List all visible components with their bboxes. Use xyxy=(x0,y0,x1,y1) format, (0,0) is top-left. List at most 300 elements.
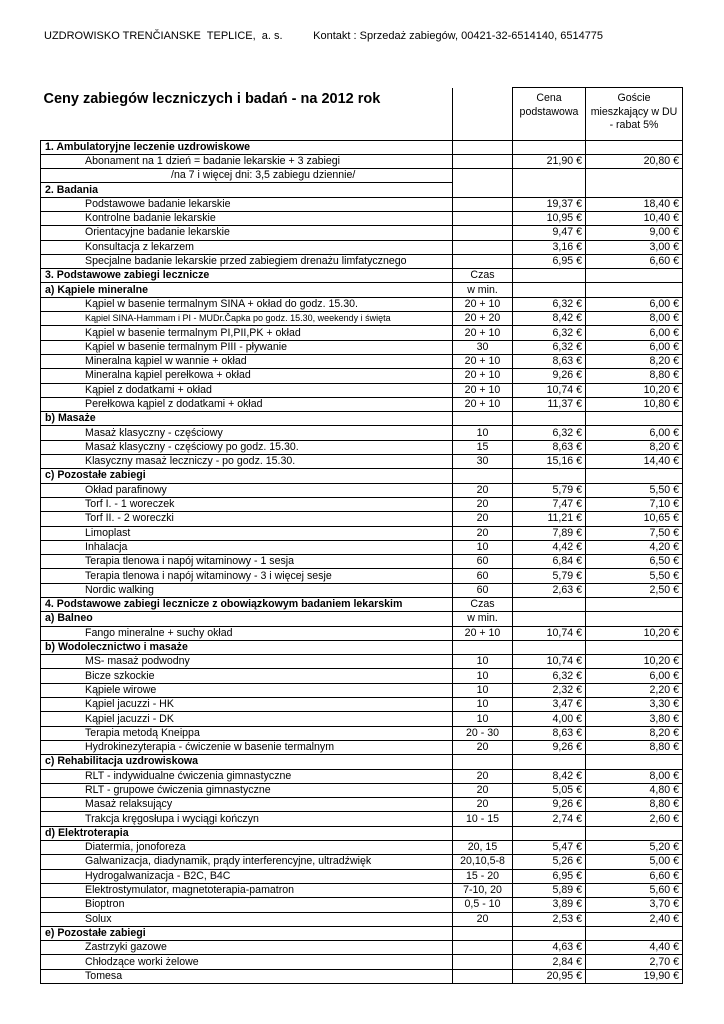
table-row xyxy=(41,883,683,897)
table-row xyxy=(41,197,683,211)
row-base-price: 9,26 € xyxy=(513,798,586,812)
table-row xyxy=(41,655,683,669)
row-guest-price: 6,50 € xyxy=(586,555,683,569)
table-row xyxy=(41,769,683,783)
row-guest-price: 3,30 € xyxy=(586,698,683,712)
row-guest-price: 3,00 € xyxy=(586,240,683,254)
row-label: Orientacyjne badanie lekarskie xyxy=(41,226,453,240)
row-label: a) Kąpiele mineralne xyxy=(41,283,453,297)
row-base-price: 11,21 € xyxy=(513,512,586,526)
row-label: a) Balneo xyxy=(41,612,453,626)
row-base-price xyxy=(513,926,586,940)
row-base-price xyxy=(513,183,586,197)
row-label: Galwanizacja, diadynamik, prądy interferencyjne, ultradźwięk xyxy=(41,855,453,869)
row-base-price xyxy=(513,140,586,154)
row-label: Hydrokinezyterapia - ćwiczenie w basenie termalnym xyxy=(41,740,453,754)
row-label: Klasyczny masaż leczniczy - po godz. 15.30. xyxy=(41,455,453,469)
row-base-price xyxy=(513,640,586,654)
table-row xyxy=(41,383,683,397)
row-base-price: 10,95 € xyxy=(513,211,586,225)
row-base-price: 2,63 € xyxy=(513,583,586,597)
row-base-price: 5,26 € xyxy=(513,855,586,869)
row-base-price: 7,89 € xyxy=(513,526,586,540)
row-time: 20 + 10 xyxy=(453,397,513,411)
row-label: Mineralna kąpiel perełkowa + okład xyxy=(41,369,453,383)
row-base-price: 20,95 € xyxy=(513,969,586,983)
row-time: 10 xyxy=(453,426,513,440)
row-guest-price xyxy=(586,140,683,154)
row-label: Podstawowe badanie lekarskie xyxy=(41,197,453,211)
row-label: MS- masaż podwodny xyxy=(41,655,453,669)
table-row xyxy=(41,540,683,554)
row-label: Solux xyxy=(41,912,453,926)
row-time: Czas xyxy=(453,598,513,612)
row-guest-price: 10,40 € xyxy=(586,211,683,225)
table-row xyxy=(41,798,683,812)
row-time: 10 xyxy=(453,712,513,726)
row-base-price: 6,32 € xyxy=(513,426,586,440)
row-base-price: 5,89 € xyxy=(513,883,586,897)
section-row xyxy=(41,612,683,626)
row-guest-price: 8,80 € xyxy=(586,798,683,812)
row-label: Kąpiel jacuzzi - HK xyxy=(41,698,453,712)
row-base-price: 10,74 € xyxy=(513,655,586,669)
row-base-price: 6,84 € xyxy=(513,555,586,569)
row-base-price xyxy=(513,469,586,483)
row-time xyxy=(453,240,513,254)
company-name: UZDROWISKO TRENČIANSKE TEPLICE, a. s. xyxy=(44,30,283,42)
row-time: 20,10,5-8 xyxy=(453,855,513,869)
row-guest-price: 4,40 € xyxy=(586,941,683,955)
row-guest-price: 8,20 € xyxy=(586,354,683,368)
row-guest-price: 5,50 € xyxy=(586,569,683,583)
row-label: 4. Podstawowe zabiegi lecznicze z obowiązkowym badaniem lekarskim xyxy=(41,598,453,612)
row-base-price: 11,37 € xyxy=(513,397,586,411)
row-time: 10 xyxy=(453,655,513,669)
table-row xyxy=(41,555,683,569)
table-row xyxy=(41,211,683,225)
table-row xyxy=(41,855,683,869)
row-base-price: 3,16 € xyxy=(513,240,586,254)
table-row xyxy=(41,626,683,640)
row-guest-price xyxy=(586,469,683,483)
row-guest-price: 19,90 € xyxy=(586,969,683,983)
row-time xyxy=(453,755,513,769)
row-time: 30 xyxy=(453,340,513,354)
row-time: 20 + 20 xyxy=(453,312,513,326)
row-base-price xyxy=(513,598,586,612)
table-row xyxy=(41,698,683,712)
row-base-price: 10,74 € xyxy=(513,383,586,397)
row-guest-price: 10,80 € xyxy=(586,397,683,411)
row-base-price: 2,84 € xyxy=(513,955,586,969)
table-row xyxy=(41,240,683,254)
row-base-price: 21,90 € xyxy=(513,154,586,168)
row-guest-price: 20,80 € xyxy=(586,154,683,168)
row-base-price: 6,32 € xyxy=(513,297,586,311)
row-guest-price: 8,20 € xyxy=(586,440,683,454)
row-time: 60 xyxy=(453,569,513,583)
row-guest-price xyxy=(586,283,683,297)
title-cell xyxy=(41,88,453,141)
row-time: 10 - 15 xyxy=(453,812,513,826)
row-guest-price xyxy=(586,612,683,626)
row-guest-price: 7,50 € xyxy=(586,526,683,540)
base-price-header: Cena podstawowa xyxy=(513,88,586,141)
table-row xyxy=(41,955,683,969)
row-time xyxy=(453,469,513,483)
row-label: Hydrogalwanizacja - B2C, B4C xyxy=(41,869,453,883)
row-guest-price: 2,70 € xyxy=(586,955,683,969)
section-row xyxy=(41,283,683,297)
row-label: Kontrolne badanie lekarskie xyxy=(41,211,453,225)
table-row xyxy=(41,669,683,683)
row-base-price: 4,42 € xyxy=(513,540,586,554)
row-time xyxy=(453,955,513,969)
row-guest-price: 10,20 € xyxy=(586,655,683,669)
table-row xyxy=(41,683,683,697)
row-time: 10 xyxy=(453,540,513,554)
row-base-price: 6,95 € xyxy=(513,254,586,268)
row-label: Elektrostymulator, magnetoterapia-pamatron xyxy=(41,883,453,897)
section-row xyxy=(41,640,683,654)
row-base-price: 8,63 € xyxy=(513,354,586,368)
row-base-price: 5,79 € xyxy=(513,483,586,497)
row-base-price xyxy=(513,269,586,283)
row-guest-price: 3,80 € xyxy=(586,712,683,726)
row-label: Fango mineralne + suchy okład xyxy=(41,626,453,640)
row-base-price: 8,42 € xyxy=(513,769,586,783)
row-guest-price xyxy=(586,826,683,840)
row-time: 20 xyxy=(453,526,513,540)
row-time: 20 xyxy=(453,740,513,754)
row-time: 20 + 10 xyxy=(453,369,513,383)
row-guest-price: 10,20 € xyxy=(586,626,683,640)
row-base-price: 4,63 € xyxy=(513,941,586,955)
row-time: w min. xyxy=(453,283,513,297)
table-row xyxy=(41,783,683,797)
row-base-price: 5,47 € xyxy=(513,841,586,855)
row-guest-price: 7,10 € xyxy=(586,497,683,511)
row-label: Chłodzące worki żelowe xyxy=(41,955,453,969)
row-label: Kąpiel w basenie termalnym PIII - pływanie xyxy=(41,340,453,354)
row-label: 3. Podstawowe zabiegi lecznicze xyxy=(41,269,453,283)
table-row xyxy=(41,969,683,983)
row-label: Bicze szkockie xyxy=(41,669,453,683)
row-label: Torf I. - 1 woreczek xyxy=(41,497,453,511)
row-guest-price: 18,40 € xyxy=(586,197,683,211)
table-row xyxy=(41,354,683,368)
table-row xyxy=(41,912,683,926)
row-label: Nordic walking xyxy=(41,583,453,597)
row-time: 10 xyxy=(453,683,513,697)
row-base-price: 8,63 € xyxy=(513,440,586,454)
row-time xyxy=(453,254,513,268)
row-time: 20 xyxy=(453,798,513,812)
row-label: Inhalacja xyxy=(41,540,453,554)
row-time: 0,5 - 10 xyxy=(453,898,513,912)
row-time: 20 + 10 xyxy=(453,326,513,340)
row-base-price xyxy=(513,412,586,426)
table-row xyxy=(41,740,683,754)
row-time xyxy=(453,197,513,211)
row-guest-price: 6,00 € xyxy=(586,297,683,311)
row-label: Abonament na 1 dzień = badanie lekarskie + 3 zabiegi xyxy=(41,154,453,168)
row-base-price xyxy=(513,755,586,769)
row-time: 20 - 30 xyxy=(453,726,513,740)
table-row xyxy=(41,426,683,440)
row-time xyxy=(453,140,513,154)
row-label: /na 7 i więcej dni: 3,5 zabiegu dziennie/ xyxy=(41,169,453,183)
section-row xyxy=(41,926,683,940)
row-time: 20 xyxy=(453,512,513,526)
row-time: 60 xyxy=(453,583,513,597)
price-table xyxy=(40,87,683,984)
row-label: b) Wodolecznictwo i masaże xyxy=(41,640,453,654)
row-guest-price: 14,40 € xyxy=(586,455,683,469)
table-row xyxy=(41,312,683,326)
row-label: Perełkowa kąpiel z dodatkami + okład xyxy=(41,397,453,411)
row-label: Masaż klasyczny - częściowy po godz. 15.30. xyxy=(41,440,453,454)
row-time: 20 + 10 xyxy=(453,354,513,368)
row-base-price xyxy=(513,612,586,626)
row-guest-price: 8,20 € xyxy=(586,726,683,740)
row-label: Kąpiel jacuzzi - DK xyxy=(41,712,453,726)
row-time xyxy=(453,226,513,240)
row-time: 20 xyxy=(453,497,513,511)
row-time xyxy=(453,926,513,940)
row-label: Torf II. - 2 woreczki xyxy=(41,512,453,526)
row-guest-price xyxy=(586,755,683,769)
row-time: 20 xyxy=(453,483,513,497)
table-row xyxy=(41,326,683,340)
row-guest-price: 8,80 € xyxy=(586,740,683,754)
row-time xyxy=(453,412,513,426)
section-row xyxy=(41,826,683,840)
table-row xyxy=(41,297,683,311)
row-time xyxy=(453,154,513,168)
row-base-price: 19,37 € xyxy=(513,197,586,211)
row-guest-price: 6,60 € xyxy=(586,869,683,883)
row-base-price: 8,42 € xyxy=(513,312,586,326)
row-base-price: 7,47 € xyxy=(513,497,586,511)
table-row xyxy=(41,455,683,469)
section-row xyxy=(41,755,683,769)
row-base-price: 6,32 € xyxy=(513,340,586,354)
row-label: c) Pozostałe zabiegi xyxy=(41,469,453,483)
row-guest-price: 8,00 € xyxy=(586,769,683,783)
row-base-price: 6,32 € xyxy=(513,326,586,340)
row-guest-price: 8,00 € xyxy=(586,312,683,326)
note-row xyxy=(41,169,683,183)
row-time: 20 xyxy=(453,769,513,783)
row-time xyxy=(453,826,513,840)
row-base-price: 8,63 € xyxy=(513,726,586,740)
row-guest-price xyxy=(586,640,683,654)
row-base-price: 4,00 € xyxy=(513,712,586,726)
row-guest-price xyxy=(586,183,683,197)
table-row xyxy=(41,397,683,411)
row-time: 10 xyxy=(453,669,513,683)
row-guest-price: 10,65 € xyxy=(586,512,683,526)
row-label: RLT - indywidualne ćwiczenia gimnastyczne xyxy=(41,769,453,783)
table-row xyxy=(41,898,683,912)
row-guest-price xyxy=(586,269,683,283)
row-base-price: 2,32 € xyxy=(513,683,586,697)
row-label: Limoplast xyxy=(41,526,453,540)
row-time: 60 xyxy=(453,555,513,569)
row-guest-price: 6,00 € xyxy=(586,669,683,683)
row-guest-price xyxy=(586,412,683,426)
document-header xyxy=(44,30,603,42)
row-label: Masaż relaksujący xyxy=(41,798,453,812)
row-label: Okład parafinowy xyxy=(41,483,453,497)
row-base-price xyxy=(513,826,586,840)
table-row xyxy=(41,841,683,855)
row-label: e) Pozostałe zabiegi xyxy=(41,926,453,940)
row-time xyxy=(453,211,513,225)
row-label: Kąpiel z dodatkami + okład xyxy=(41,383,453,397)
row-guest-price: 2,40 € xyxy=(586,912,683,926)
row-guest-price: 2,50 € xyxy=(586,583,683,597)
row-time: 20 + 10 xyxy=(453,626,513,640)
row-base-price: 6,32 € xyxy=(513,669,586,683)
row-guest-price: 5,20 € xyxy=(586,841,683,855)
row-label: Zastrzyki gazowe xyxy=(41,941,453,955)
row-base-price: 9,47 € xyxy=(513,226,586,240)
table-row xyxy=(41,583,683,597)
section-row xyxy=(41,140,683,154)
table-row xyxy=(41,226,683,240)
table-row xyxy=(41,497,683,511)
table-row xyxy=(41,812,683,826)
table-row xyxy=(41,440,683,454)
table-row xyxy=(41,526,683,540)
table-row xyxy=(41,941,683,955)
table-header-row xyxy=(41,88,683,141)
row-label: c) Rehabilitacja uzdrowiskowa xyxy=(41,755,453,769)
table-row xyxy=(41,712,683,726)
row-time xyxy=(453,183,513,197)
row-guest-price: 8,80 € xyxy=(586,369,683,383)
page-title: Ceny zabiegów leczniczych i badań - na 2012 rok xyxy=(43,90,381,107)
row-time xyxy=(453,969,513,983)
row-label: Tomesa xyxy=(41,969,453,983)
row-base-price xyxy=(513,169,586,183)
section-row xyxy=(41,183,683,197)
row-time: 20 xyxy=(453,783,513,797)
row-label: Kąpiele wirowe xyxy=(41,683,453,697)
row-guest-price xyxy=(586,598,683,612)
row-label: Specjalne badanie lekarskie przed zabiegiem drenażu limfatycznego xyxy=(41,254,453,268)
row-label: Terapia metodą Kneippa xyxy=(41,726,453,740)
row-base-price: 2,74 € xyxy=(513,812,586,826)
row-guest-price: 10,20 € xyxy=(586,383,683,397)
table-row xyxy=(41,154,683,168)
row-label: Bioptron xyxy=(41,898,453,912)
row-guest-price: 9,00 € xyxy=(586,226,683,240)
row-time: 15 - 20 xyxy=(453,869,513,883)
row-time: 10 xyxy=(453,698,513,712)
row-guest-price: 5,50 € xyxy=(586,483,683,497)
section-row xyxy=(41,469,683,483)
row-base-price: 3,47 € xyxy=(513,698,586,712)
row-guest-price: 4,80 € xyxy=(586,783,683,797)
row-label: Kąpiel w basenie termalnym SINA + okład do godz. 15.30. xyxy=(41,297,453,311)
row-guest-price: 2,60 € xyxy=(586,812,683,826)
row-label: Trakcja kręgosłupa i wyciągi kończyn xyxy=(41,812,453,826)
row-time: 20 + 10 xyxy=(453,383,513,397)
row-label: Kąpiel w basenie termalnym PI,PII,PK + okład xyxy=(41,326,453,340)
row-time: 30 xyxy=(453,455,513,469)
row-base-price: 5,79 € xyxy=(513,569,586,583)
row-guest-price: 4,20 € xyxy=(586,540,683,554)
row-label: Konsultacja z lekarzem xyxy=(41,240,453,254)
row-time: Czas xyxy=(453,269,513,283)
row-time: w min. xyxy=(453,612,513,626)
row-base-price: 9,26 € xyxy=(513,369,586,383)
row-label: Terapia tlenowa i napój witaminowy - 3 i więcej sesje xyxy=(41,569,453,583)
table-row xyxy=(41,512,683,526)
section-row xyxy=(41,269,683,283)
row-label: 2. Badania xyxy=(41,183,453,197)
row-guest-price: 5,00 € xyxy=(586,855,683,869)
row-time: 15 xyxy=(453,440,513,454)
row-label: 1. Ambulatoryjne leczenie uzdrowiskowe xyxy=(41,140,453,154)
row-base-price: 15,16 € xyxy=(513,455,586,469)
contact-info: Kontakt : Sprzedaż zabiegów, 00421-32-6514140, 6514775 xyxy=(313,30,604,42)
row-label: Masaż klasyczny - częściowy xyxy=(41,426,453,440)
row-label: Terapia tlenowa i napój witaminowy - 1 sesja xyxy=(41,555,453,569)
table-row xyxy=(41,483,683,497)
row-time xyxy=(453,941,513,955)
row-guest-price: 5,60 € xyxy=(586,883,683,897)
table-row xyxy=(41,726,683,740)
table-row xyxy=(41,569,683,583)
row-guest-price: 6,00 € xyxy=(586,426,683,440)
row-time xyxy=(453,640,513,654)
row-guest-price: 6,00 € xyxy=(586,326,683,340)
row-base-price xyxy=(513,283,586,297)
row-guest-price xyxy=(586,926,683,940)
row-label: Mineralna kąpiel w wannie + okład xyxy=(41,354,453,368)
row-base-price: 5,05 € xyxy=(513,783,586,797)
row-guest-price: 6,00 € xyxy=(586,340,683,354)
row-guest-price xyxy=(586,169,683,183)
section-row xyxy=(41,412,683,426)
row-time: 20 + 10 xyxy=(453,297,513,311)
table-row xyxy=(41,869,683,883)
row-guest-price: 3,70 € xyxy=(586,898,683,912)
guest-price-header: Goście mieszkający w DU - rabat 5% xyxy=(586,88,683,141)
row-label: RLT - grupowe ćwiczenia gimnastyczne xyxy=(41,783,453,797)
row-label: Diatermia, jonoforeza xyxy=(41,841,453,855)
row-guest-price: 6,60 € xyxy=(586,254,683,268)
row-time: 7-10, 20 xyxy=(453,883,513,897)
row-guest-price: 2,20 € xyxy=(586,683,683,697)
row-base-price: 2,53 € xyxy=(513,912,586,926)
section-row xyxy=(41,598,683,612)
row-time xyxy=(453,169,513,183)
row-label: Kąpiel SINA-Hammam i PI - MUDr.Čapka po godz. 15.30, weekendy i święta xyxy=(41,312,453,326)
row-label: b) Masaże xyxy=(41,412,453,426)
row-base-price: 10,74 € xyxy=(513,626,586,640)
row-time: 20 xyxy=(453,912,513,926)
row-time: 20, 15 xyxy=(453,841,513,855)
row-base-price: 9,26 € xyxy=(513,740,586,754)
table-row xyxy=(41,369,683,383)
row-label: d) Elektroterapia xyxy=(41,826,453,840)
